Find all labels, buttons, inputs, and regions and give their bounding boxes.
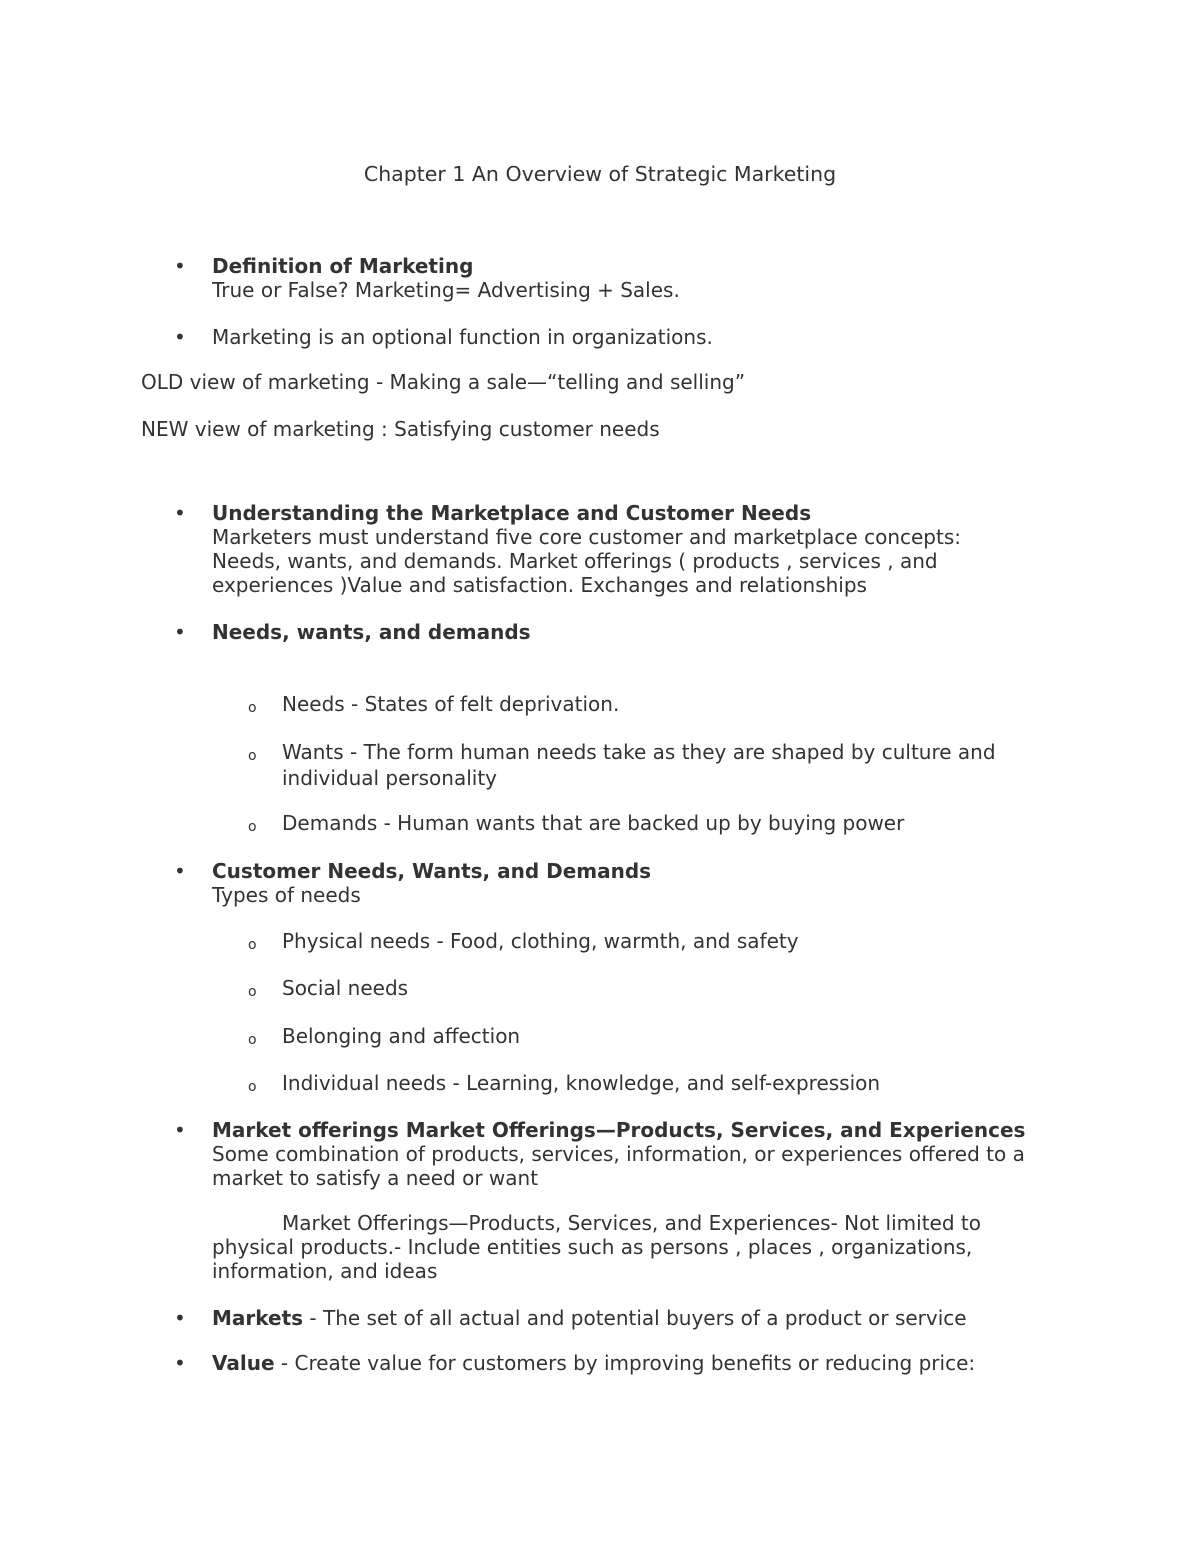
list-item: Needs - States of felt deprivation. [282,692,620,716]
understanding-text-1: Marketers must understand five core customer and marketplace concepts: [212,525,961,549]
page-title: Chapter 1 An Overview of Strategic Marketing [363,162,837,186]
nwd-heading: Needs, wants, and demands [212,620,531,644]
offerings-paragraph-3: information, and ideas [212,1259,438,1283]
cnwd-text: Types of needs [212,883,361,907]
markets-term: Markets [212,1306,304,1330]
offerings-heading: Market offerings Market Offerings—Products, Services, and Experiences [212,1118,1026,1142]
bullet-marker: • [174,1306,186,1330]
definition-text: True or False? Marketing= Advertising + Sales. [212,278,680,302]
sub-bullet-marker: o [248,1032,257,1048]
sub-bullet-marker: o [248,984,257,1000]
cnwd-heading: Customer Needs, Wants, and Demands [212,859,652,883]
offerings-text-2: market to satisfy a need or want [212,1166,539,1190]
new-view-text: NEW view of marketing : Satisfying customer needs [141,417,660,441]
list-item: Physical needs - Food, clothing, warmth, and safety [282,929,799,953]
sub-bullet-marker: o [248,1079,257,1095]
sub-bullet-marker: o [248,700,257,716]
bullet-marker: • [174,1351,186,1375]
value-text: - Create value for customers by improving benefits or reducing price: [274,1351,976,1375]
definition-heading: Definition of Marketing [212,254,474,278]
understanding-text-3: experiences )Value and satisfaction. Exchanges and relationships [212,573,867,597]
sub-bullet-marker: o [248,819,257,835]
understanding-text-2: Needs, wants, and demands. Market offerings ( products , services , and [212,549,938,573]
markets-text: - The set of all actual and potential buyers of a product or service [303,1306,967,1330]
markets-definition [212,1306,967,1330]
sub-bullet-marker: o [248,748,257,764]
list-item: Individual needs - Learning, knowledge, and self-expression [282,1071,881,1095]
bullet-marker: • [174,254,186,278]
understanding-heading: Understanding the Marketplace and Customer Needs [212,501,812,525]
list-item-continuation: individual personality [282,766,498,790]
list-item: Belonging and affection [282,1024,521,1048]
offerings-text-1: Some combination of products, services, information, or experiences offered to a [212,1142,1025,1166]
list-item: Social needs [282,976,409,1000]
bullet-marker: • [174,1118,186,1142]
offerings-paragraph-1: Market Offerings—Products, Services, and Experiences- Not limited to [282,1211,981,1235]
value-definition [212,1351,975,1375]
bullet-marker: • [174,620,186,644]
bullet-marker: • [174,325,186,349]
bullet-marker: • [174,501,186,525]
value-term: Value [212,1351,275,1375]
list-item: Wants - The form human needs take as they are shaped by culture and [282,740,996,764]
bullet-marker: • [174,859,186,883]
old-view-text: OLD view of marketing - Making a sale—“telling and selling” [141,370,746,394]
sub-bullet-marker: o [248,937,257,953]
offerings-paragraph-2: physical products.- Include entities such as persons , places , organizations, [212,1235,973,1259]
optional-function-text: Marketing is an optional function in organizations. [212,325,713,349]
list-item: Demands - Human wants that are backed up by buying power [282,811,905,835]
